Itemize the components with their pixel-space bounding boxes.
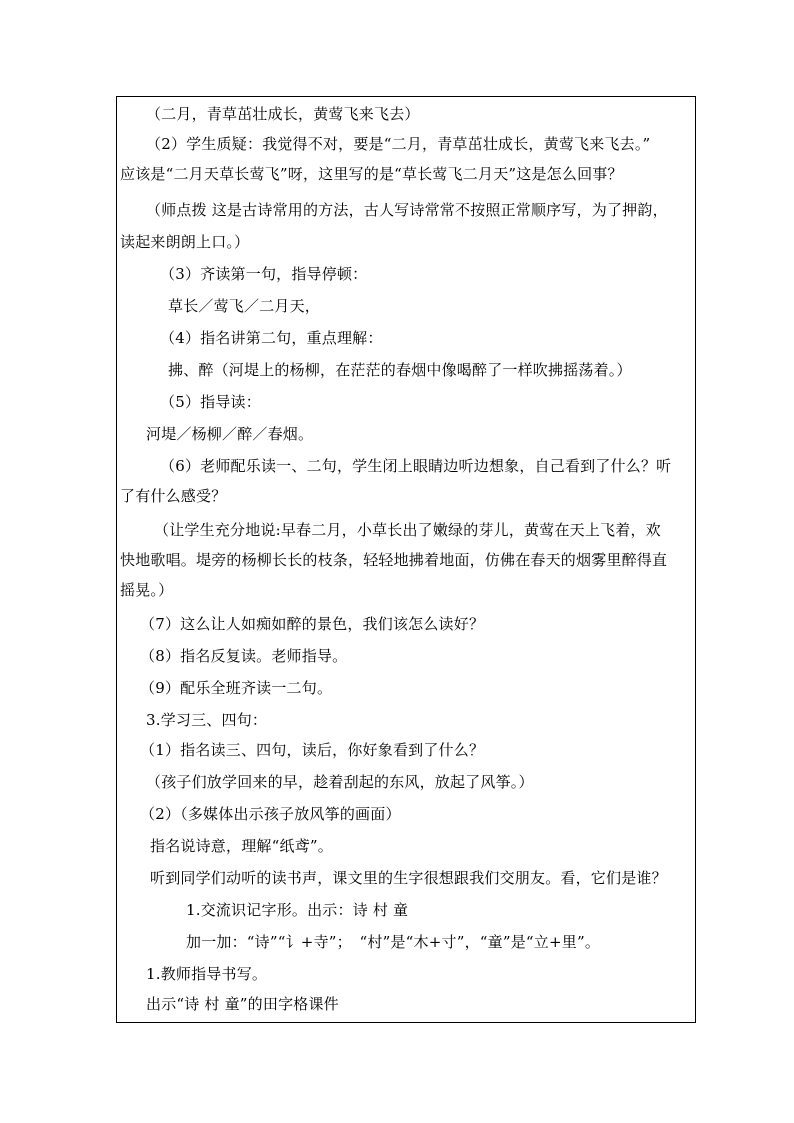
text-line-12: （6）老师配乐读一、二句，学生闭上眼睛边听边想象，自己看到了什么？听 [160,457,672,475]
text-line-3: 应该是“二月天草长莺飞”呀，这里写的是“草长莺飞二月天”这是怎么回事？ [120,165,623,183]
text-line-15: 快地歌唱。堤旁的杨柳长长的枝条，轻轻地拂着地面，仿佛在春天的烟雾里醉得直 [120,551,668,569]
text-line-28: 1.教师指导书写。 [146,965,268,983]
text-line-9: 拂、醉（河堤上的杨柳，在茫茫的春烟中像喝醉了一样吹拂摇荡着。） [168,361,632,379]
text-line-6: （3）齐读第一句，指导停顿： [160,265,368,283]
text-line-27: 加一加：“诗”“讠+寺”； “村”是“木+寸”，“童”是“立+里”。 [186,933,601,951]
text-line-23: （2）（多媒体出示孩子放风筝的画面） [140,805,401,823]
text-line-2: （2）学生质疑：我觉得不对，要是“二月，青草茁壮成长，黄莺飞来飞去。” [146,135,651,153]
text-line-4: （师点拨 这是古诗常用的方法，古人写诗常常不按照正常顺序写，为了押韵， [146,201,668,219]
text-line-20: 3.学习三、四句： [146,711,268,729]
text-line-18: （8）指名反复读。老师指导。 [140,647,348,665]
text-line-26: 1.交流识记字形。出示：诗 村 童 [186,901,409,919]
text-line-11: 河堤／杨柳／醉／春烟。 [146,425,314,443]
text-line-25: 听到同学们动听的读书声，课文里的生字很想跟我们交朋友。看，它们是谁？ [150,869,667,887]
text-line-5: 读起来朗朗上口。） [120,233,250,251]
text-line-1: （二月，青草茁壮成长，黄莺飞来飞去） [146,105,420,123]
text-line-7: 草长／莺飞／二月天， [168,297,321,315]
text-line-21: （1）指名读三、四句，读后，你好象看到了什么？ [140,741,485,759]
text-line-14: （让学生充分地说:早春二月，小草长出了嫩绿的芽儿，黄莺在天上飞着，欢 [154,521,661,539]
text-line-8: （4）指名讲第二句，重点理解： [160,329,383,347]
text-line-22: （孩子们放学回来的早，趁着刮起的东风，放起了风筝。） [146,773,534,791]
text-line-29: 出示“诗 村 童”的田字格课件 [146,995,339,1013]
text-line-16: 摇晃。） [120,581,174,599]
text-line-17: （7）这么让人如痴如醉的景色，我们该怎么读好？ [140,615,485,633]
text-line-10: （5）指导读： [160,393,261,411]
text-line-24: 指名说诗意，理解“纸鸢”。 [150,837,333,855]
text-line-13: 了有什么感受？ [120,487,227,505]
text-line-19: （9）配乐全班齐读一二句。 [140,679,333,697]
